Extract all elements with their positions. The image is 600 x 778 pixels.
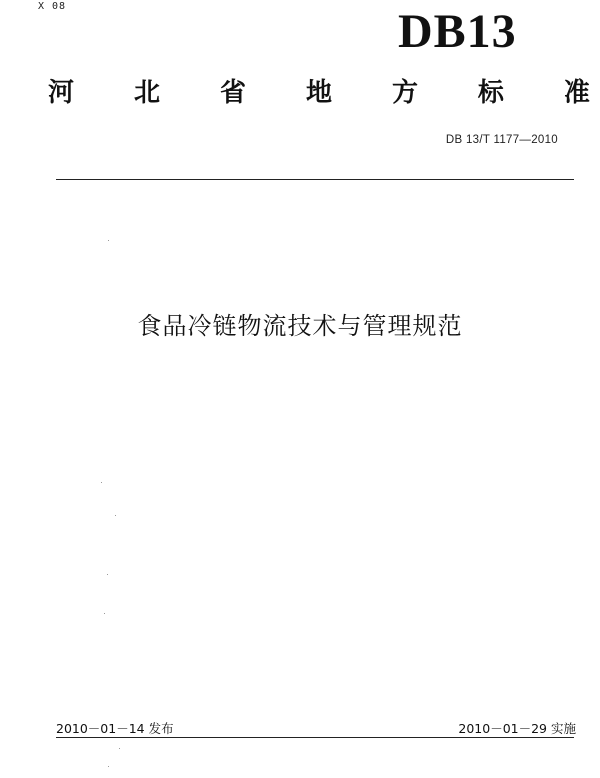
scan-speck [108,240,109,241]
scan-speck [104,613,105,614]
scan-speck [108,766,109,767]
standard-type-char: 方 [391,78,418,108]
standard-type-char: 准 [563,78,590,108]
scan-speck [119,748,120,749]
footer-divider [56,737,574,738]
standard-type-char: 省 [219,78,246,108]
scan-speck [107,574,108,575]
standard-type-char: 标 [477,78,504,108]
standard-number: DB 13/T 1177—2010 [445,134,558,146]
standard-type-heading [48,80,590,106]
classification-code: X 08 [38,1,67,12]
implementation-date: 2010－01－29 实施 [458,721,576,736]
scan-speck [101,482,102,483]
standard-type-char: 地 [305,78,332,108]
document-title: 食品冷链物流技术与管理规范 [137,312,463,340]
standard-type-char: 河 [48,78,75,108]
issue-date: 2010－01－14 发布 [56,721,174,736]
db13-logo: DB13 [398,5,517,58]
standard-type-char: 北 [133,78,160,108]
header-divider [56,179,574,180]
scan-speck [115,515,116,516]
